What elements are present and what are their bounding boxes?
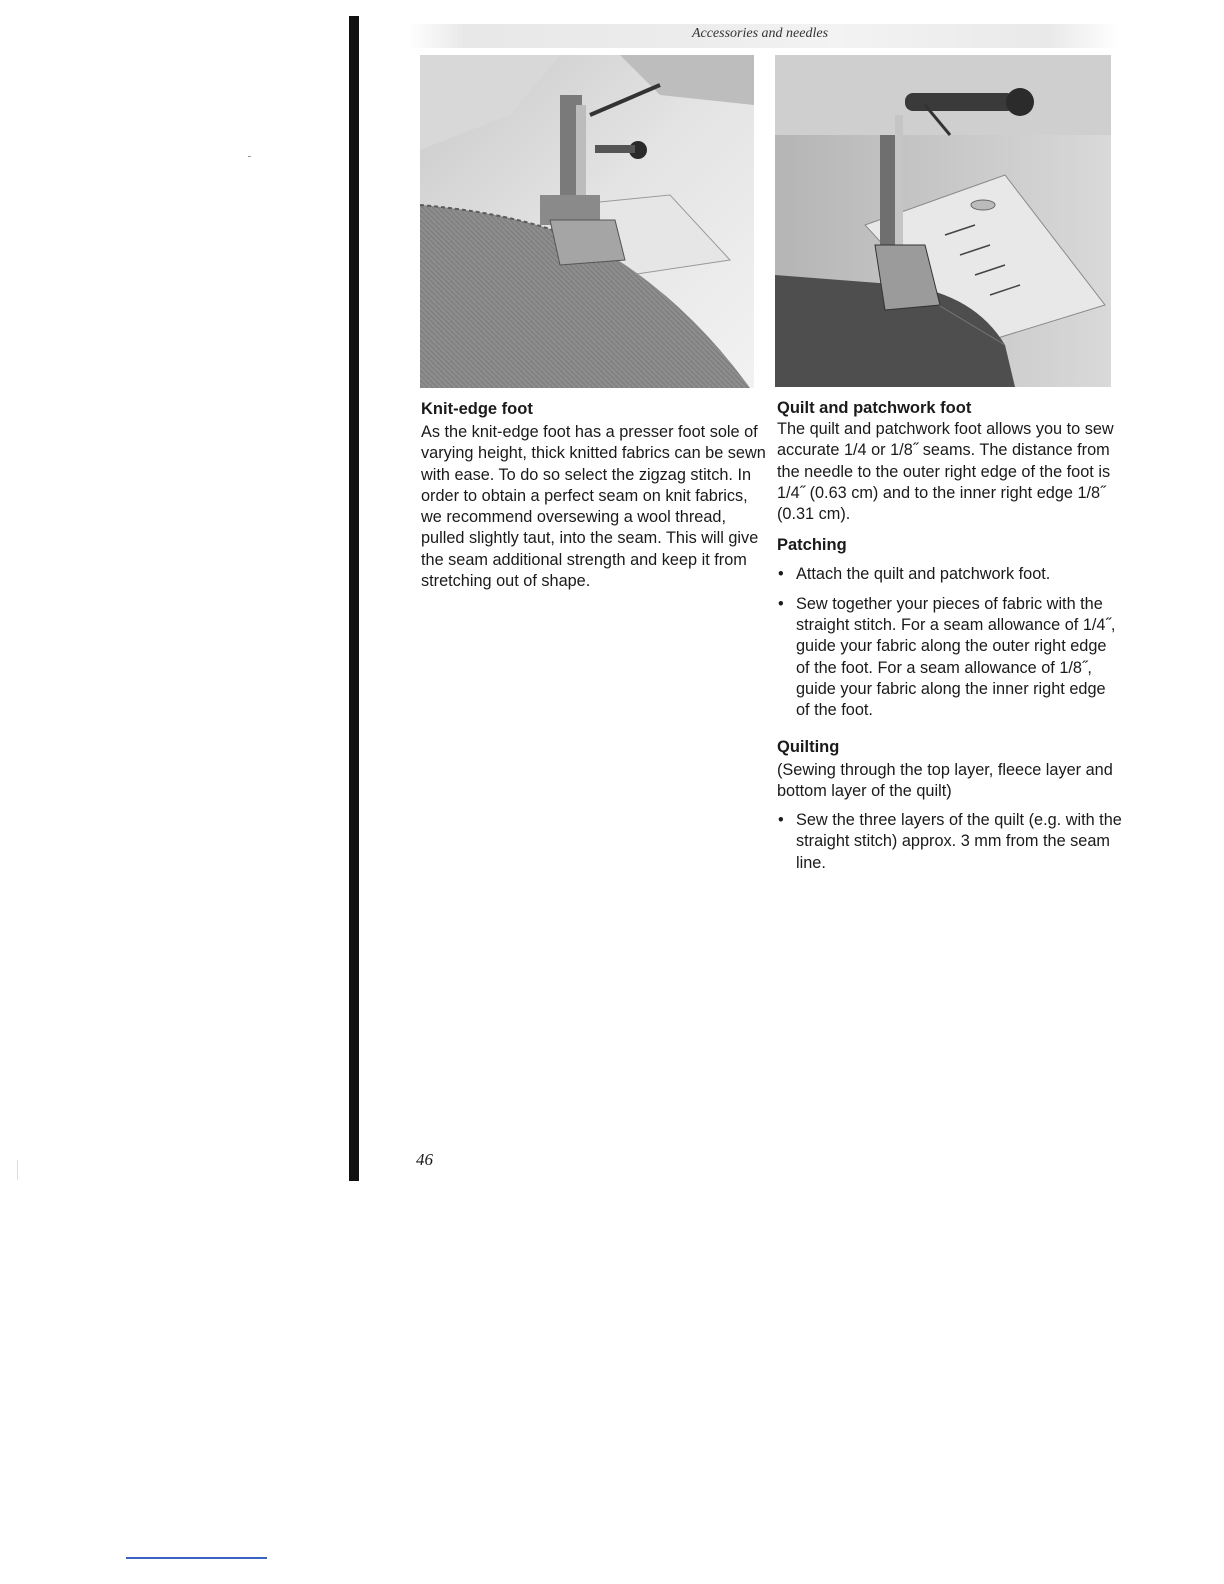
- margin-mark: [17, 1160, 18, 1180]
- footer-rule: [126, 1557, 267, 1559]
- quilt-section: [777, 397, 1122, 882]
- bullet-icon: •: [778, 811, 784, 830]
- list-item: • Attach the quilt and patchwork foot.: [777, 564, 1122, 585]
- quilting-intro: (Sewing through the top layer, fleece layer and bottom layer of the quilt): [777, 760, 1113, 800]
- list-item: • Sew together your pieces of fabric with the straight stitch. For a seam allowance of 1/4˝, guide your fabric along the outer right edge of the foot. For a seam allowance of 1/8˝, guide your fabric along the inner right edge of the foot.: [778, 594, 1116, 720]
- knit-edge-foot-photo: [420, 55, 754, 388]
- margin-mark: [248, 156, 251, 157]
- patching-list: [777, 564, 1122, 721]
- knit-edge-section: [421, 398, 766, 592]
- quilt-body: The quilt and patchwork foot allows you to sew accurate 1/4 or 1/8˝ seams. The distance from the needle to the outer right edge of the foot is 1/4˝ (0.63 cm) and to the inner right edge 1/8˝ (0.31 cm).: [777, 420, 1114, 524]
- binding-edge-bar: [349, 16, 359, 1181]
- quilt-patchwork-foot-photo: [775, 55, 1111, 387]
- bullet-icon: •: [778, 565, 784, 584]
- list-item: • Sew the three layers of the quilt (e.g. with the straight stitch) approx. 3 mm from the seam line.: [778, 811, 1122, 872]
- page-number: 46: [416, 1150, 433, 1169]
- quilting-list: [777, 810, 1122, 874]
- quilt-heading: Quilt and patchwork foot: [777, 399, 972, 417]
- knit-edge-heading: Knit-edge foot: [421, 400, 533, 418]
- patching-heading: Patching: [777, 536, 847, 555]
- quilting-heading: Quilting: [777, 737, 840, 756]
- bullet-icon: •: [778, 594, 784, 613]
- knit-edge-body: As the knit-edge foot has a presser foot sole of varying height, thick knitted fabrics can be sewn with ease. To do so select the zigzag stitch. In order to obtain a perfect seam on knit fabrics, we recommend oversewing a wool thread, pulled slightly taut, into the seam. This will give the seam additional strength and keep it from stretching out of shape.: [421, 423, 766, 591]
- running-title: Accessories and needles: [691, 26, 829, 41]
